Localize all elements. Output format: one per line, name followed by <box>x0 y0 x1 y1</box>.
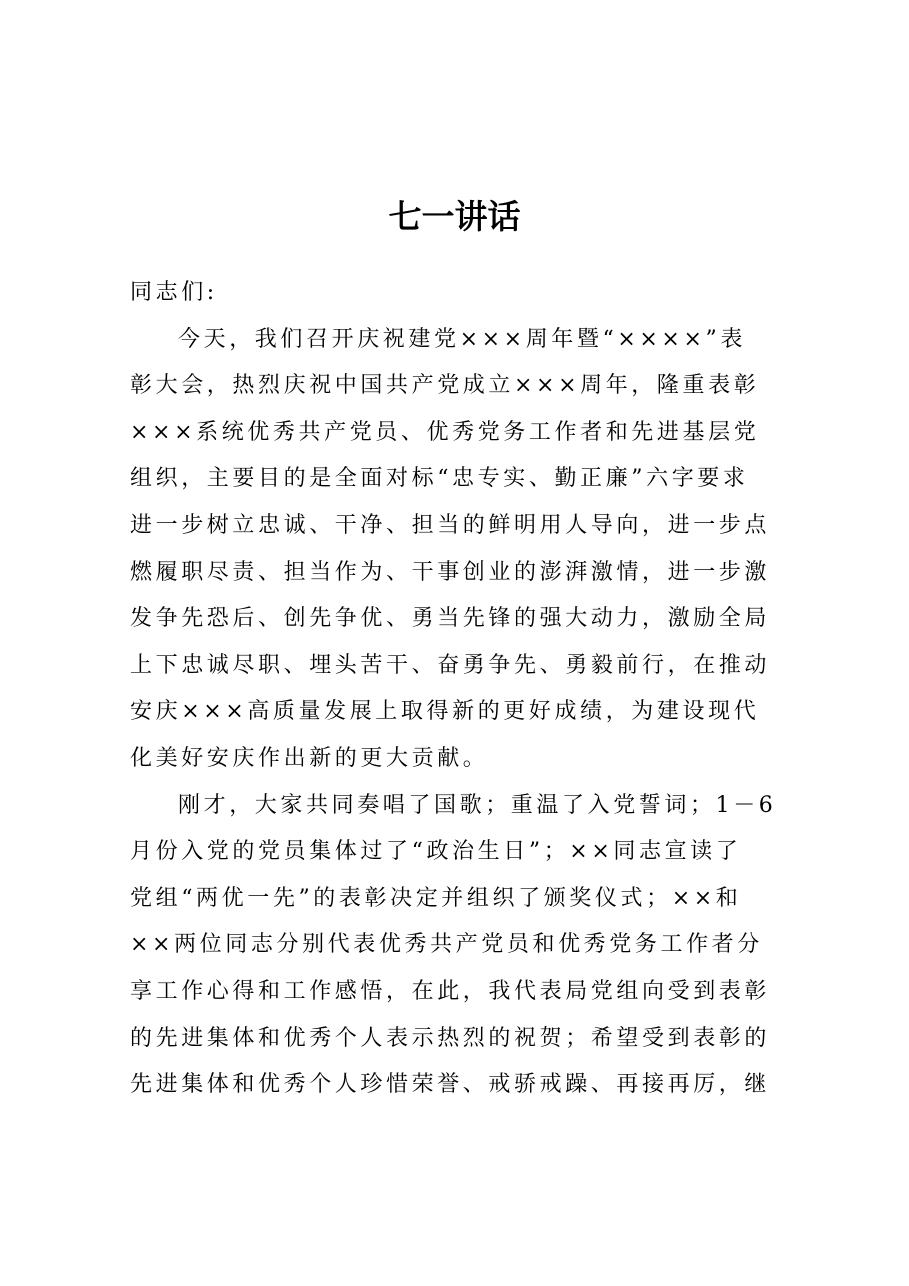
speech-body <box>130 270 802 1109</box>
text-line: 彰大会，热烈庆祝中国共产党成立×××周年，隆重表彰 <box>130 373 760 399</box>
text-line: ××两位同志分别代表优秀共产党员和优秀党务工作者分 <box>130 932 763 958</box>
text-line: ×××系统优秀共产党员、优秀党务工作者和先进基层党 <box>130 419 760 445</box>
text-line: 先进集体和优秀个人珍惜荣誉、戒骄戒躁、再接再厉，继 <box>130 1072 771 1098</box>
text-line: 月份入党的党员集体过了“政治生日”；××同志宣读了 <box>130 839 742 865</box>
text-line: 刚才，大家共同奏唱了国歌；重温了入党誓词；1－6 <box>178 792 777 818</box>
text-line: 进一步树立忠诚、干净、担当的鲜明用人导向，进一步点 <box>130 512 771 538</box>
text-line: 上下忠诚尽职、埋头苦干、奋勇争先、勇毅前行，在推动 <box>130 652 771 678</box>
text-line: 党组“两优一先”的表彰决定并组织了颁奖仪式；××和 <box>130 885 742 911</box>
text-line: 化美好安庆作出新的更大贡献。 <box>130 745 489 771</box>
text-line: 发争先恐后、创先争优、勇当先锋的强大动力，激励全局 <box>130 606 771 632</box>
text-line: 今天，我们召开庆祝建党×××周年暨“××××”表 <box>178 326 746 352</box>
page-title: 七一讲话 <box>388 197 521 236</box>
text-line: 享工作心得和工作感悟，在此，我代表局党组向受到表彰 <box>130 978 771 1004</box>
text-line: 燃履职尽责、担当作为、干事创业的澎湃激情，进一步激 <box>130 559 771 585</box>
salutation: 同志们: <box>130 280 218 305</box>
paragraphs <box>130 317 802 1109</box>
text-line: 安庆×××高质量发展上取得新的更好成绩，为建设现代 <box>130 699 760 725</box>
text-line: 组织，主要目的是全面对标“忠专实、勤正廉”六字要求 <box>130 466 749 492</box>
text-line: 的先进集体和优秀个人表示热烈的祝贺；希望受到表彰的 <box>130 1025 771 1051</box>
